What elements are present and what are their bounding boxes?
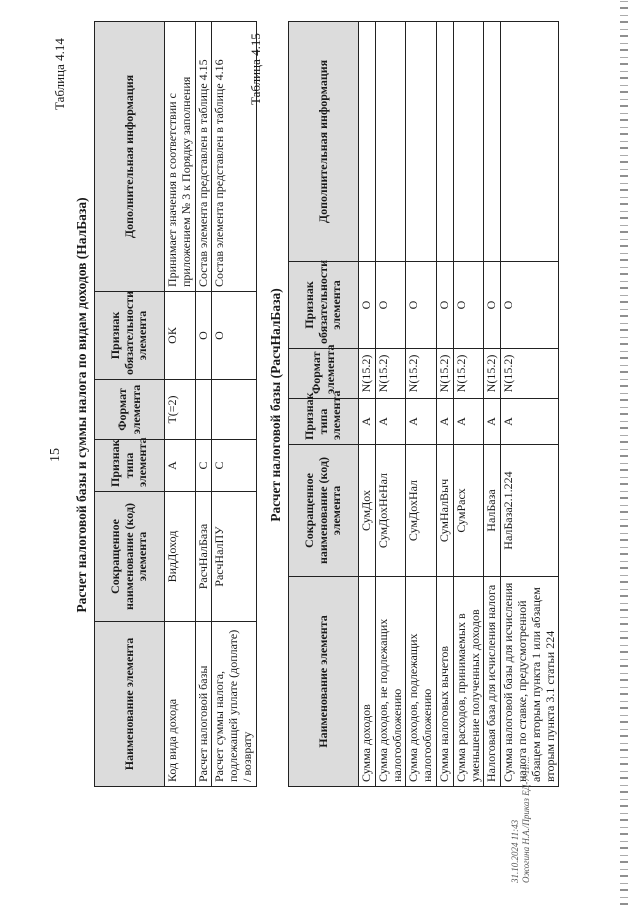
table-row [436,22,453,787]
scan-edge-noise [620,0,628,905]
table-cell: Сумма доходов, не подлежащих налогообложению [375,577,406,787]
table-cell [195,380,212,440]
table-cell: О [375,262,406,349]
table-cell: А [406,399,437,445]
table1-header: Признак типа элемента [95,440,165,492]
table1-label: Таблица 4.14 [52,38,67,110]
table1-title: Расчет налоговой базы и суммы налога по видам доходов (НалБаза) [74,197,89,613]
table-row [375,22,406,787]
table-cell: О [436,262,453,349]
table-cell: Расчет суммы налога, подлежащей уплате (доплате) / возврату [212,622,256,787]
table-cell: N(15.2) [406,349,437,399]
table-cell: А [484,399,501,445]
table-cell: СумДохНеНал [375,445,406,577]
table-cell: С [212,440,256,492]
table-cell: N(15.2) [501,349,559,399]
table-row [195,22,212,787]
table-cell: О [501,262,559,349]
table-cell: N(15.2) [484,349,501,399]
table-cell: НалБаза [484,445,501,577]
table-cell: О [484,262,501,349]
table-cell: О [359,262,376,349]
table-row [359,22,376,787]
table-cell: РасчНалБаза [195,492,212,622]
table1-header-row [95,22,165,787]
table2-label: Таблица 4.15 [248,33,263,105]
table-cell [436,22,453,262]
table1 [94,21,257,787]
table-cell: Состав элемента представлен в таблице 4.16 [212,22,256,292]
table-cell: Расчет налоговой базы [195,622,212,787]
table2-header: Дополнительная информация [289,22,359,262]
table-row [484,22,501,787]
table2-header: Сокращенное наименование (код) элемента [289,445,359,577]
table-cell: А [501,399,559,445]
table-cell: О [453,262,484,349]
table-cell: С [195,440,212,492]
table-cell: А [375,399,406,445]
table-cell: О [195,292,212,380]
footer-line: 31.10.2024 11:43 [510,819,520,883]
table-cell: Т(=2) [165,380,196,440]
table2-title: Расчет налоговой базы (РасчНалБаза) [268,288,283,522]
table-cell: Состав элемента представлен в таблице 4.15 [195,22,212,292]
table-cell: О [406,262,437,349]
table2-header-row [289,22,359,787]
table1-header: Признак обязательности элемента [95,292,165,380]
table-cell: N(15.2) [436,349,453,399]
table-cell: РасчНалПУ [212,492,256,622]
table-cell: N(15.2) [359,349,376,399]
table-cell: Сумма расходов, принимаемых в уменьшение полученных доходов [453,577,484,787]
table-cell: НалБаза2.1.224 [501,445,559,577]
table-row [165,22,196,787]
table2-header: Признак обязательности элемента [289,262,359,349]
table-cell: N(15.2) [375,349,406,399]
table-cell: ВидДоход [165,492,196,622]
table-cell: Код вида дохода [165,622,196,787]
table-cell: А [359,399,376,445]
table-cell: N(15.2) [453,349,484,399]
table-row [453,22,484,787]
table-cell: Сумма налоговой базы для исчисления налога по ставке, предусмотренной абзацем вторым пункта 1 или абзацем вторым пункта 3.1 статьи 224 [501,577,559,787]
table2 [288,21,559,787]
table1-header: Сокращенное наименование (код) элемента [95,492,165,622]
table2-header: Формат элемента [289,349,359,399]
table-cell [359,22,376,262]
page-number: 15 [48,448,63,462]
table-cell [484,22,501,262]
table-cell: О [212,292,256,380]
table-cell: СумДох [359,445,376,577]
table-cell [375,22,406,262]
table2-header: Наименование элемента [289,577,359,787]
table-cell: Налоговая база для исчисления налога [484,577,501,787]
table-cell: Принимает значения в соответствии с приложением № 3 к Порядку заполнения [165,22,196,292]
table-cell: А [436,399,453,445]
table-cell: СумДохНал [406,445,437,577]
table-row [406,22,437,787]
table-row [501,22,559,787]
table-cell [406,22,437,262]
table-cell: СумРасх [453,445,484,577]
table-cell: Сумма доходов [359,577,376,787]
table-cell [212,380,256,440]
table1-header: Дополнительная информация [95,22,165,292]
table1-header: Наименование элемента [95,622,165,787]
table1-header: Формат элемента [95,380,165,440]
table-cell: А [453,399,484,445]
table-cell: СумНалВыч [436,445,453,577]
footer-line: Ожогина Н.А./Приказ ЕД-7-11/... [520,756,531,883]
table-cell: Сумма налоговых вычетов [436,577,453,787]
table-cell [501,22,559,262]
table-cell: А [165,440,196,492]
table-cell [453,22,484,262]
table-cell: ОК [165,292,196,380]
table-cell: Сумма доходов, подлежащих налогообложению [406,577,437,787]
footer-stamp [510,757,532,883]
table-row [212,22,256,787]
table2-header: Признак типа элемента [289,399,359,445]
